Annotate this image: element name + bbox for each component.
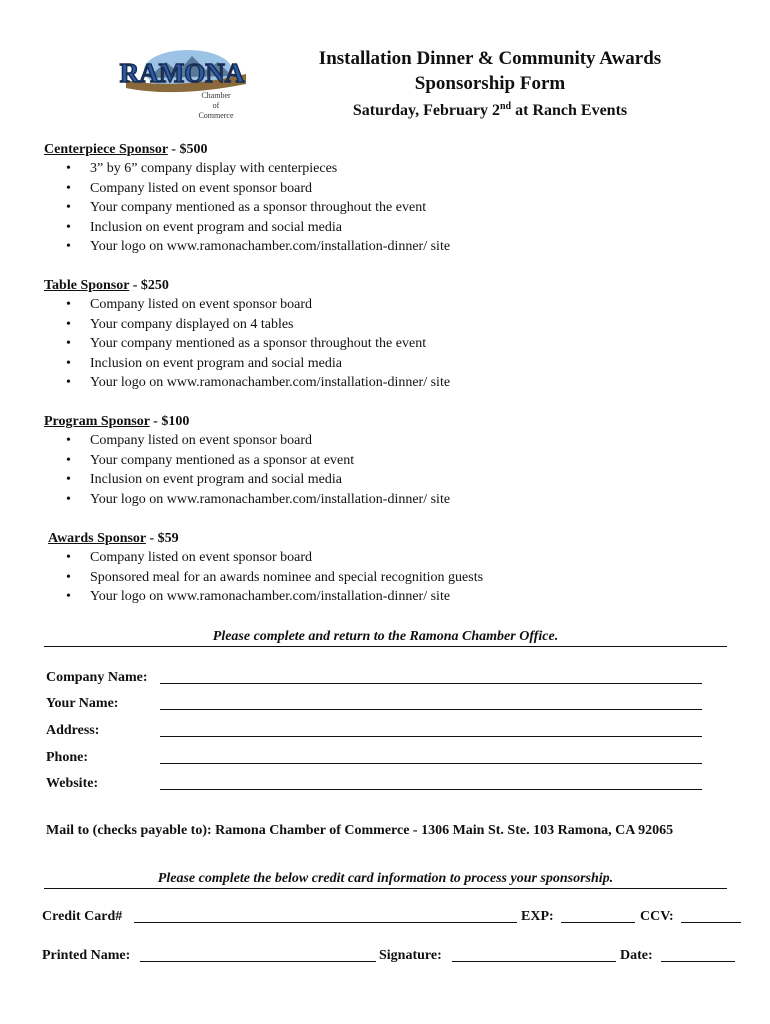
form-title: Installation Dinner & Community Awards <box>318 48 662 69</box>
tier-name: Centerpiece Sponsor <box>44 142 168 157</box>
list-item-text: Your logo on www.ramonachamber.com/installation-dinner/ site <box>90 491 451 507</box>
company-name-field[interactable] <box>160 683 702 684</box>
list-item-text: Your logo on www.ramonachamber.com/installation-dinner/ site <box>90 239 451 254</box>
list-item-text: Company listed on event sponsor board <box>90 180 313 196</box>
tier-name: Awards Sponsor <box>48 531 146 546</box>
phone-label: Phone: <box>46 750 88 765</box>
signature-field[interactable] <box>452 961 616 962</box>
printed-name-label: Printed Name: <box>42 948 131 963</box>
list-item <box>44 179 744 199</box>
phone-field[interactable] <box>160 763 702 764</box>
logo-tagline-3: Commerce <box>198 111 234 120</box>
bullet-icon: • <box>66 375 71 390</box>
credit-card-label: Credit Card# <box>42 909 123 924</box>
tier-name: Program Sponsor <box>44 414 150 429</box>
bullet-icon: • <box>66 433 71 448</box>
list-item <box>48 568 748 588</box>
tier-name: Table Sponsor <box>44 278 130 293</box>
list-item <box>44 490 744 510</box>
list-item <box>44 218 744 238</box>
event-date <box>290 100 690 122</box>
list-item <box>44 470 744 490</box>
date-label: Date: <box>620 948 653 963</box>
section-heading <box>44 412 744 431</box>
list-item <box>44 237 744 257</box>
tier-price: - $250 <box>129 278 169 293</box>
bullet-icon: • <box>66 491 71 507</box>
event-date-main: Saturday, February 2 <box>352 102 500 119</box>
list-item <box>44 373 744 393</box>
section-heading <box>44 140 744 159</box>
event-date-suffix: nd <box>499 101 512 112</box>
section-heading <box>48 529 748 548</box>
bullet-icon: • <box>66 316 71 332</box>
awards-sponsor-section <box>48 529 748 607</box>
list-item-text: Sponsored meal for an awards nominee and special recognition guests <box>90 569 484 585</box>
chamber-logo <box>96 44 256 122</box>
list-item-text: Company listed on event sponsor board <box>90 550 313 565</box>
list-item-text: 3” by 6” company display with centerpieces <box>90 161 338 176</box>
list-item-text: Your company displayed on 4 tables <box>90 316 294 332</box>
list-item <box>44 315 744 335</box>
bullet-icon: • <box>66 161 71 176</box>
your-name-field[interactable] <box>160 709 702 710</box>
mailing-instructions: Mail to (checks payable to): Ramona Chamber of Commerce - 1306 Main St. Ste. 103 Ramona, CA 92065 <box>46 823 674 838</box>
logo-tagline-2: of <box>212 101 220 110</box>
printed-name-field[interactable] <box>140 961 376 962</box>
credit-card-field[interactable] <box>134 922 517 923</box>
website-label: Website: <box>46 776 99 791</box>
website-field[interactable] <box>160 789 702 790</box>
exp-label: EXP: <box>521 909 554 924</box>
bullet-icon: • <box>66 200 71 215</box>
ccv-label: CCV: <box>640 909 674 924</box>
bullet-icon: • <box>66 589 71 604</box>
signature-label: Signature: <box>379 948 442 963</box>
program-sponsor-section <box>44 412 744 509</box>
form-header <box>290 46 690 122</box>
tier-price: - $500 <box>167 142 208 157</box>
list-item <box>44 159 744 179</box>
section-heading <box>44 276 744 295</box>
list-item-text: Your company mentioned as a sponsor throughout the event <box>90 336 427 351</box>
bullet-icon: • <box>66 472 71 487</box>
list-item <box>44 198 744 218</box>
centerpiece-sponsor-section <box>44 140 744 257</box>
credit-card-instructions: Please complete the below credit card information to process your sponsorship. <box>44 870 727 889</box>
list-item-text: Company listed on event sponsor board <box>90 297 313 312</box>
bullet-icon: • <box>66 355 71 371</box>
list-item-text: Inclusion on event program and social media <box>90 472 342 487</box>
bullet-icon: • <box>66 336 71 351</box>
bullet-icon: • <box>66 219 71 235</box>
tier-price: - $59 <box>145 531 179 546</box>
list-item-text: Your logo on www.ramonachamber.com/installation-dinner/ site <box>90 589 451 604</box>
address-field[interactable] <box>160 736 702 737</box>
list-item-text: Your company mentioned as a sponsor throughout the event <box>90 200 427 215</box>
list-item-text: Your logo on www.ramonachamber.com/installation-dinner/ site <box>90 375 451 390</box>
bullet-icon: • <box>66 239 71 254</box>
date-field[interactable] <box>661 961 735 962</box>
tier-price: - $100 <box>149 414 190 429</box>
bullet-icon: • <box>66 180 71 196</box>
form-subtitle: Sponsorship Form <box>414 73 566 94</box>
logo-tagline-1: Chamber <box>201 91 231 100</box>
logo-wordmark: RAMONA <box>119 58 245 88</box>
bullet-icon: • <box>66 452 71 468</box>
list-item <box>44 354 744 374</box>
exp-field[interactable] <box>561 922 635 923</box>
table-sponsor-section <box>44 276 744 393</box>
list-item <box>44 334 744 354</box>
list-item <box>48 548 748 568</box>
return-instructions: Please complete and return to the Ramona Chamber Office. <box>44 628 727 647</box>
list-item-text: Inclusion on event program and social media <box>90 219 342 235</box>
ccv-field[interactable] <box>681 922 741 923</box>
address-label: Address: <box>46 723 100 738</box>
bullet-icon: • <box>66 550 71 565</box>
list-item <box>48 587 748 607</box>
bullet-icon: • <box>66 297 71 312</box>
bullet-icon: • <box>66 569 71 585</box>
list-item <box>44 295 744 315</box>
list-item-text: Your company mentioned as a sponsor at event <box>90 452 355 468</box>
event-date-venue: at Ranch Events <box>511 102 628 119</box>
ramona-logo-graphic <box>96 44 256 122</box>
your-name-label: Your Name: <box>46 696 119 711</box>
list-item <box>44 431 744 451</box>
list-item-text: Company listed on event sponsor board <box>90 433 313 448</box>
company-name-label: Company Name: <box>46 670 148 685</box>
list-item <box>44 451 744 471</box>
list-item-text: Inclusion on event program and social media <box>90 355 342 371</box>
